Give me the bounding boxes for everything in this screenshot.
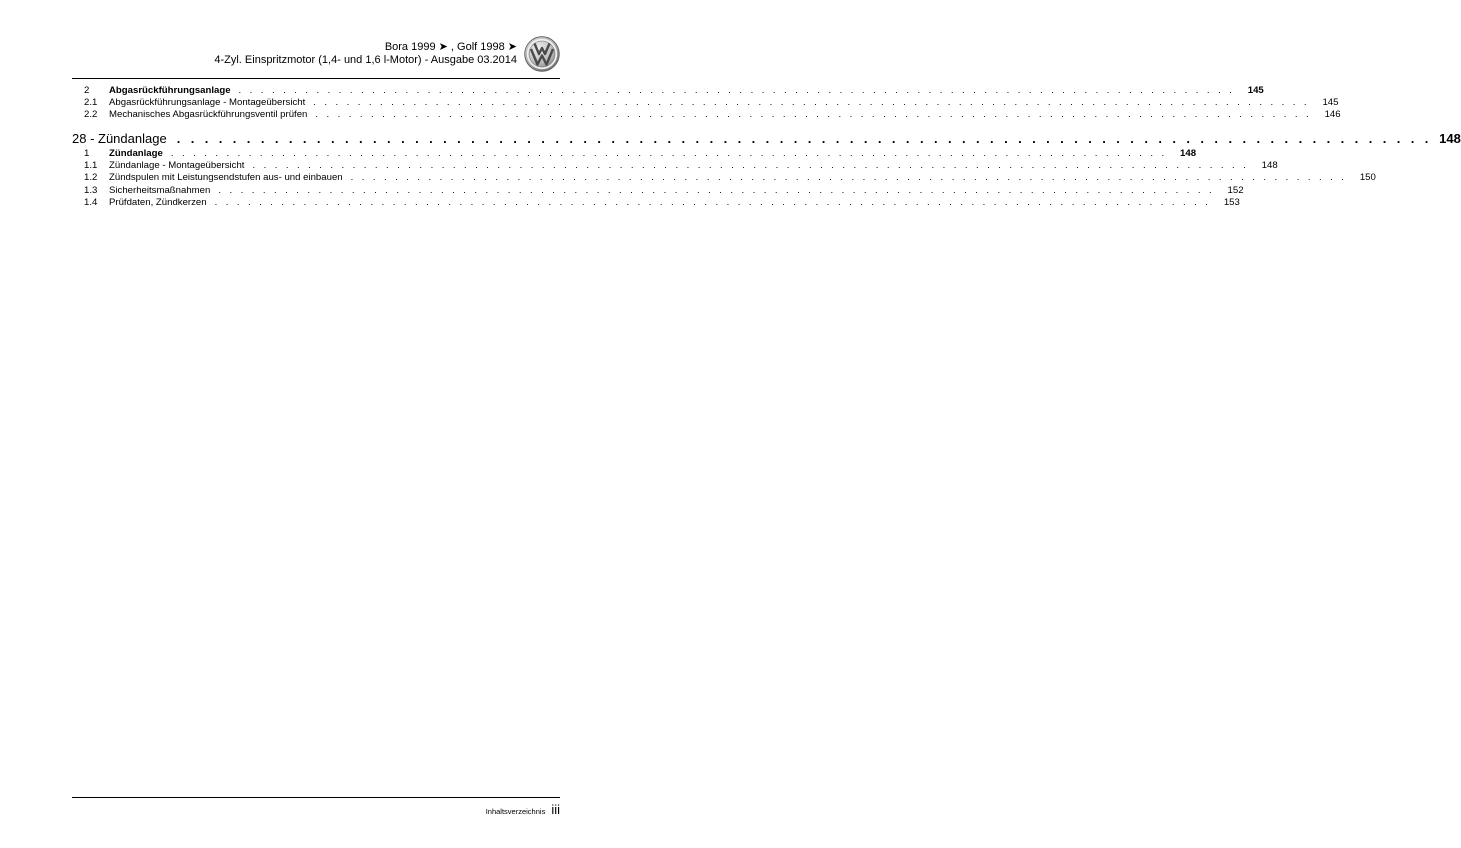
toc-leader-dots: . . . . . . . . . . . . . . . . . . . . . . . . . . . . . . . . . . . . . . . . . . . . . . . . . . . . . . . . . . . . . . . . . . . . . . . . . . . . . . . . . . . . . . . . . . [238,85,1235,96]
toc-entry[interactable] [72,160,1278,172]
toc-leader-dots: . . . . . . . . . . . . . . . . . . . . . . . . . . . . . . . . . . . . . . . . . . . . . . . . . . . . . . . . . . . . . . . . . . . . . . . . . . . . . . . . . . . . . . . . . . [214,196,1211,208]
toc-entry-page: 146 [1324,109,1341,121]
toc-entry[interactable] [72,97,1339,109]
toc-entry-title: Sicherheitsmaßnahmen [109,184,211,196]
toc-entry-title: Prüfdaten, Zündkerzen [109,196,207,208]
toc-entry-number: 1.2 [84,172,98,184]
header-divider [72,78,560,79]
toc-leader-dots: . . . . . . . . . . . . . . . . . . . . . . . . . . . . . . . . . . . . . . . . . . . . . . . . . . . . . . . . . . . . . . . . . . . . . . . . . . . . . . . . . . . . . . . . . . [218,184,1215,196]
footer-section-label: Inhaltsverzeichnis [485,807,546,816]
toc-entry-number: 2.1 [84,97,98,109]
toc-entry-page: 148 [1261,160,1278,172]
toc-chapter-title: 28 - Zündanlage [72,131,167,147]
toc-chapter-page: 148 [1439,131,1461,147]
toc-entry-title: Zündspulen mit Leistungsendstufen aus- und einbauen [109,172,343,184]
toc-leader-dots: . . . . . . . . . . . . . . . . . . . . . . . . . . . . . . . . . . . . . . . . . . . . . . . . . . . . . . . . . . . . . . . . . . . . . . . . . . . . . . . . . . . . . . . . . . [252,160,1249,172]
toc-leader-dots: . . . . . . . . . . . . . . . . . . . . . . . . . . . . . . . . . . . . . . . . . . . . . . . . . . . . . . . . . . . . . . . . . . . . . . . . . . . . . . . . . . . . . . . . . . [176,131,1432,147]
toc-entry[interactable] [72,109,1341,121]
toc-entry-page: 145 [1322,97,1339,109]
toc-entry[interactable] [72,148,1197,160]
page-header [214,41,517,67]
toc-entry[interactable] [72,85,1264,97]
header-models: Bora 1999 ➤ , Golf 1998 ➤ [384,41,517,53]
toc-entry[interactable] [72,172,1376,184]
page-footer [486,802,560,817]
footer-page-number: iii [551,802,560,817]
header-subtitle: 4-Zyl. Einspritzmotor (1,4- und 1,6 l-Motor) - Ausgabe 03.2014 [214,54,517,66]
toc-entry-title: Zündanlage [109,148,163,160]
toc-entry[interactable] [72,196,1240,209]
toc-entry-page: 148 [1180,148,1197,160]
toc-chapter-entry[interactable] [72,131,1461,147]
toc-entry-title: Mechanisches Abgasrückführungsventil prüfen [109,109,308,121]
toc-entry-page: 145 [1247,85,1264,96]
toc-entry-number: 1.3 [84,184,98,196]
toc-entry-number: 1 [84,148,90,160]
toc-entry-number: 1.1 [84,160,98,172]
toc-leader-dots: . . . . . . . . . . . . . . . . . . . . . . . . . . . . . . . . . . . . . . . . . . . . . . . . . . . . . . . . . . . . . . . . . . . . . . . . . . . . . . . . . . . . . . . . . . [170,148,1168,160]
toc-leader-dots: . . . . . . . . . . . . . . . . . . . . . . . . . . . . . . . . . . . . . . . . . . . . . . . . . . . . . . . . . . . . . . . . . . . . . . . . . . . . . . . . . . . . . . . . . . [315,109,1312,121]
toc-entry-title: Abgasrückführungsanlage - Montageübersicht [109,97,306,109]
toc-entry-number: 2.2 [84,109,98,121]
toc-entry-page: 152 [1227,184,1244,196]
toc-entry-title: Zündanlage - Montageübersicht [109,160,245,172]
toc-entry[interactable] [72,184,1244,197]
toc-entry-number: 2 [84,85,90,96]
vw-logo-icon [524,36,560,72]
toc-entry-page: 150 [1359,172,1376,184]
toc-entry-page: 153 [1223,196,1240,208]
toc-leader-dots: . . . . . . . . . . . . . . . . . . . . . . . . . . . . . . . . . . . . . . . . . . . . . . . . . . . . . . . . . . . . . . . . . . . . . . . . . . . . . . . . . . . . . . . . . . [313,97,1310,109]
footer-divider [72,797,560,798]
toc-entry-title: Abgasrückführungsanlage [109,85,231,96]
toc-leader-dots: . . . . . . . . . . . . . . . . . . . . . . . . . . . . . . . . . . . . . . . . . . . . . . . . . . . . . . . . . . . . . . . . . . . . . . . . . . . . . . . . . . . . . . . . . . [350,172,1347,184]
toc-entry-number: 1.4 [84,196,98,208]
table-of-contents [72,85,1461,209]
